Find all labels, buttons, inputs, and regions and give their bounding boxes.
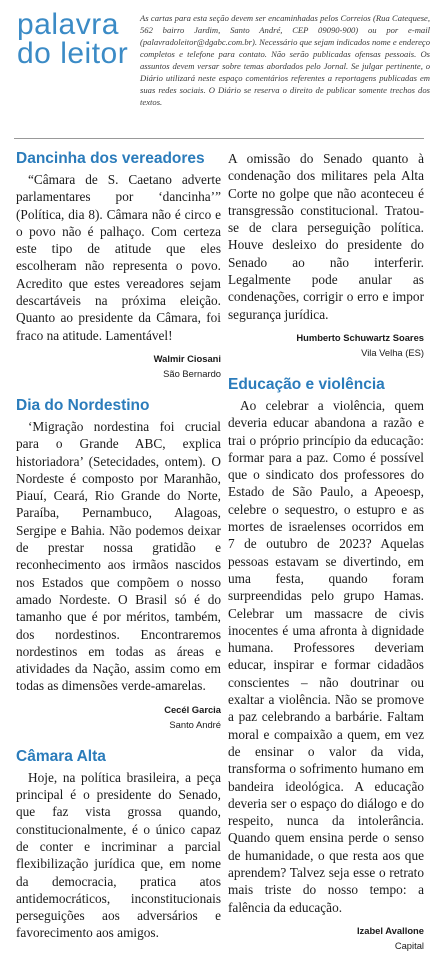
letter-city: Vila Velha (ES) bbox=[361, 346, 424, 358]
letter-city: São Bernardo bbox=[163, 367, 221, 379]
letter-body: “Câmara de S. Caetano adverte parlamentares por ‘dancinha’” (Política, dia 8). Câmara não é circo e o povo não é palhaço. Com certeza este tipo de atitude que eles escolheram não representa o povo. Acredito que estes vereadores sejam descartáveis na próxima eleição. Quanto ao presidente da Câmara, foi fraco na atitude. Lamentável! bbox=[16, 172, 221, 343]
intro-text: As cartas para esta seção devem ser encaminhadas pelos Correios (Rua Catequese, 562 bairro Jardim, Santo André, CEP 09090-900) ou por e-mail (palavradoleitor@dgabc.com.br). Necessário que sejam indicados nome e endereço completos e telefone para contato. Não serão publicadas ofensas pessoais. Os assuntos devem versar sobre temas abordados pelo Jornal. Se julgar pertinente, o Diário utilizará neste espaço comentários referentes a reportagens publicadas em suas redes sociais. O Diário se reserva o direito de publicar somente trechos dos textos. bbox=[140, 13, 430, 107]
letter-city: Capital bbox=[394, 939, 424, 951]
letter-body: ‘Migração nordestina foi crucial para o Grande ABC, explica historiadora’ (Setecidades, ontem). O Nordeste é composto por Maranhão, Piauí, Ceará, Rio Grande do Norte, Paraíba, Pernambuco, Alagoas, Sergipe e Bahia. Não podemos deixar de prestar nossa gratidão e reconhecimento aos irmãos nascidos nos Estados que compõem o nosso amado Nordeste. O Brasil só é do tamanho que é por méritos, também, dos nordestinos. Encontraremos nordestinos em todas as áreas e atividades da Nação, assim como em todas as dimensões verde-amarelas. bbox=[16, 418, 221, 694]
header bbox=[0, 0, 439, 107]
letter-author: Walmir Ciosani bbox=[153, 352, 221, 364]
letter-city: Santo André bbox=[169, 718, 221, 730]
logo-line-2: do leitor bbox=[17, 37, 129, 70]
letter-nordestino bbox=[16, 397, 221, 730]
letter-title: Câmara Alta bbox=[16, 747, 106, 765]
letter-author: Humberto Schuwartz Soares bbox=[296, 331, 424, 343]
letter-author: Cecél Garcia bbox=[164, 703, 221, 715]
header-divider bbox=[14, 138, 424, 139]
letter-camara-alta-continued bbox=[228, 150, 424, 358]
section-logo bbox=[17, 10, 135, 68]
right-column bbox=[228, 150, 424, 969]
letter-body-part-1: Hoje, na política brasileira, a peça principal é o presidente do Senado, que faz vista grossa quando, constitucionalmente, é o único capaz de conter e incriminar a parcial flexibilização jurídica que, em nome da democracia, pratica atos antidemocráticos, inconstitucionais perseguições aos adversários e favorecimento aos amigos. bbox=[16, 769, 221, 941]
letter-dancinha bbox=[16, 150, 221, 379]
letter-educacao bbox=[228, 376, 424, 951]
left-column bbox=[16, 150, 221, 942]
letter-body-part-2: A omissão do Senado quanto à condenação dos militares pela Alta Corte no golpe que não aconteceu é transgressão constitucional. Tratou-se de clara perseguição política. Houve desleixo do presidente do Senado ao não interferir. Legalmente pode anular as condenações, corrigir o erro e impor segurança jurídica. bbox=[228, 151, 424, 322]
letter-title: Educação e violência bbox=[228, 375, 385, 393]
letter-title: Dancinha dos vereadores bbox=[16, 150, 205, 167]
letter-author: Izabel Avallone bbox=[356, 924, 424, 936]
letter-title: Dia do Nordestino bbox=[16, 396, 150, 414]
logo-line-1: palavra bbox=[17, 8, 119, 41]
letter-body: Ao celebrar a violência, quem deveria educar abandona a razão e trai o próprio princípio da educação: formar para a paz. Como é possível que o sindicato dos professores do Estado de São Paulo, a Apeoesp, celebre o sequestro, o estupro e as mortes de israelenses ocorridos em 7 de outubro de 2023? Aquelas pessoas estavam se divertindo, em uma festa, quando foram surpreendidas pelo grupo Hamas. Celebrar um massacre de civis inocentes é uma afronta à dignidade humana. Professores deveriam educar, inspirar e formar cidadãos conscientes – não doutrinar ou exaltar a violência. Não se promove a paz celebrando a barbárie. Faltam moral e compaixão a quem, em vez de ensinar o valor da vida, transforma o sofrimento humano em bandeira ideológica. A educação deveria ser o espaço do diálogo e do respeito, nunca da intolerância. Quando quem ensina perde o senso de humanidade, o que resta aos que aprendem? Talvez seja esse o retrato mais triste do nosso tempo: a falência da educação. bbox=[228, 397, 424, 915]
letter-camara-alta bbox=[16, 748, 221, 942]
